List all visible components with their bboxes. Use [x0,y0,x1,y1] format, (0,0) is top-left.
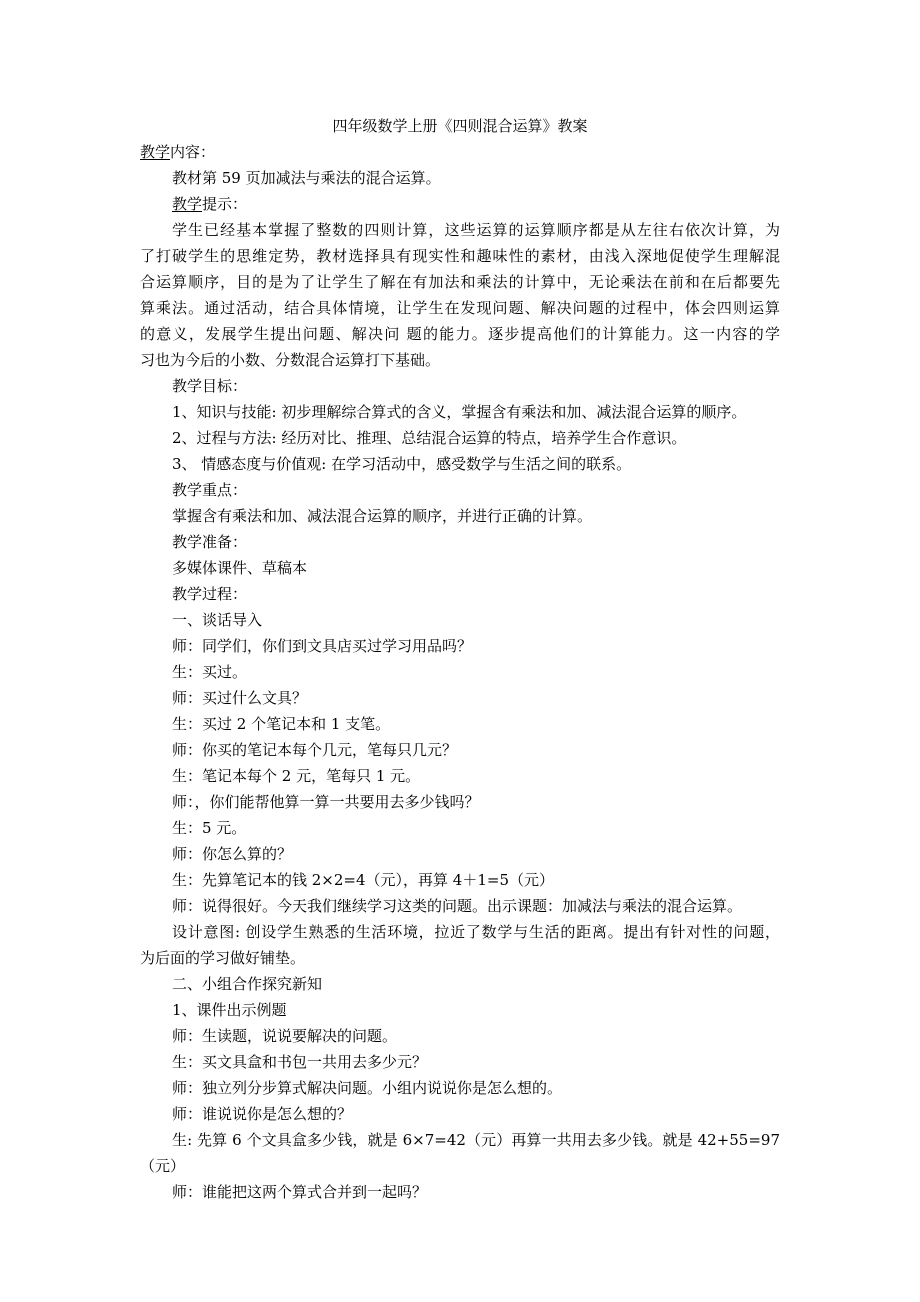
paragraph-line: 合运算顺序，目的是为了让学生了解在有加法和乘法的计算中，无论乘法在前和在后都要先 [140,273,780,291]
paragraph-line: 学生已经基本掌握了整数的四则计算，这些运算的运算顺序都是从左往右依次计算，为 [172,221,780,239]
paragraph-line: 为后面的学习做好铺垫。 [140,949,306,967]
paragraph-line: 了打破学生的思维定势，教材选择具有现实性和趣味性的素材，由浅入深地促使学生理解混 [140,247,780,265]
dialogue-line: 师：生读题，说说要解决的问题。 [172,1027,398,1045]
dialogue-line: 生：先算笔记本的钱 2×2=4（元），再算 4＋1=5（元） [172,871,555,889]
subsection-heading: 1、课件出示例题 [172,1001,287,1019]
heading-teaching-tips [172,194,780,214]
heading-teaching-content [140,142,780,162]
dialogue-line: 师：谁能把这两个算式合并到一起吗？ [172,1183,428,1201]
dialogue-line: 生：笔记本每个 2 元，笔每只 1 元。 [172,767,421,785]
heading-process: 教学过程： [172,585,248,603]
underlined-text: 教学 [140,143,171,161]
dialogue-line: 师：你买的笔记本每个几元，笔每只几元？ [172,741,458,759]
dialogue-line: 师：，你们能帮他算一算一共要用去多少钱吗？ [172,793,480,811]
heading-text: 提示： [202,195,248,213]
underlined-text: 教学 [172,195,203,213]
paragraph-line: 掌握含有乘法和加、减法混合运算的顺序，并进行正确的计算。 [172,507,593,525]
heading-text: 内容： [170,143,216,161]
paragraph-line: 习也为今后的小数、分数混合运算打下基础。 [140,351,441,369]
dialogue-line: 师：买过什么文具？ [172,689,308,707]
dialogue-line: 生：买文具盒和书包一共用去多少元？ [172,1053,428,1071]
section-heading: 一、谈话导入 [172,611,263,629]
heading-preparation: 教学准备： [172,533,248,551]
dialogue-line: 生：买过 2 个笔记本和 1 支笔。 [172,715,391,733]
paragraph-line: （元） [140,1157,186,1175]
heading-objectives: 教学目标： [172,377,248,395]
dialogue-line: 师：说得很好。今天我们继续学习这类的问题。出示课题：加减法与乘法的混合运算。 [172,897,743,915]
dialogue-line: 生：5 元。 [172,819,247,837]
dialogue-line: 师：独立列分步算式解决问题。小组内说说你是怎么想的。 [172,1079,563,1097]
objective-item: 1、知识与技能: 初步理解综合算式的含义，掌握含有乘法和加、减法混合运算的顺序。 [172,403,747,421]
design-intent: 设计意图: 创设学生熟悉的生活环境，拉近了数学与生活的距离。提出有针对性的问题， [172,923,780,941]
dialogue-line: 生：买过。 [172,663,248,681]
paragraph-line: 的意义，发展学生提出问题、解决问 题的能力。逐步提高他们的计算能力。这一内容的学 [140,325,780,343]
dialogue-line: 师：你怎么算的？ [172,845,293,863]
objective-item: 3、 情感态度与价值观: 在学习活动中，感受数学与生活之间的联系。 [172,455,632,473]
paragraph-line: 多媒体课件、草稿本 [172,559,308,577]
section-heading: 二、小组合作探究新知 [172,975,323,993]
dialogue-line: 生: 先算 6 个文具盒多少钱，就是 6×7=42（元）再算一共用去多少钱。就是 42+55=97 [172,1131,780,1149]
paragraph-line: 教材第 59 页加减法与乘法的混合运算。 [172,169,441,187]
document-title: 四年级数学上册《四则混合运算》教案 [332,117,588,135]
dialogue-line: 师：同学们，你们到文具店买过学习用品吗？ [172,637,473,655]
dialogue-line: 师：谁说说你是怎么想的？ [172,1105,353,1123]
paragraph-line: 算乘法。通过活动，结合具体情境，让学生在发现问题、解决问题的过程中，体会四则运算 [140,299,780,317]
objective-item: 2、过程与方法: 经历对比、推理、总结混合运算的特点，培养学生合作意识。 [172,429,687,447]
heading-key-points: 教学重点： [172,481,248,499]
